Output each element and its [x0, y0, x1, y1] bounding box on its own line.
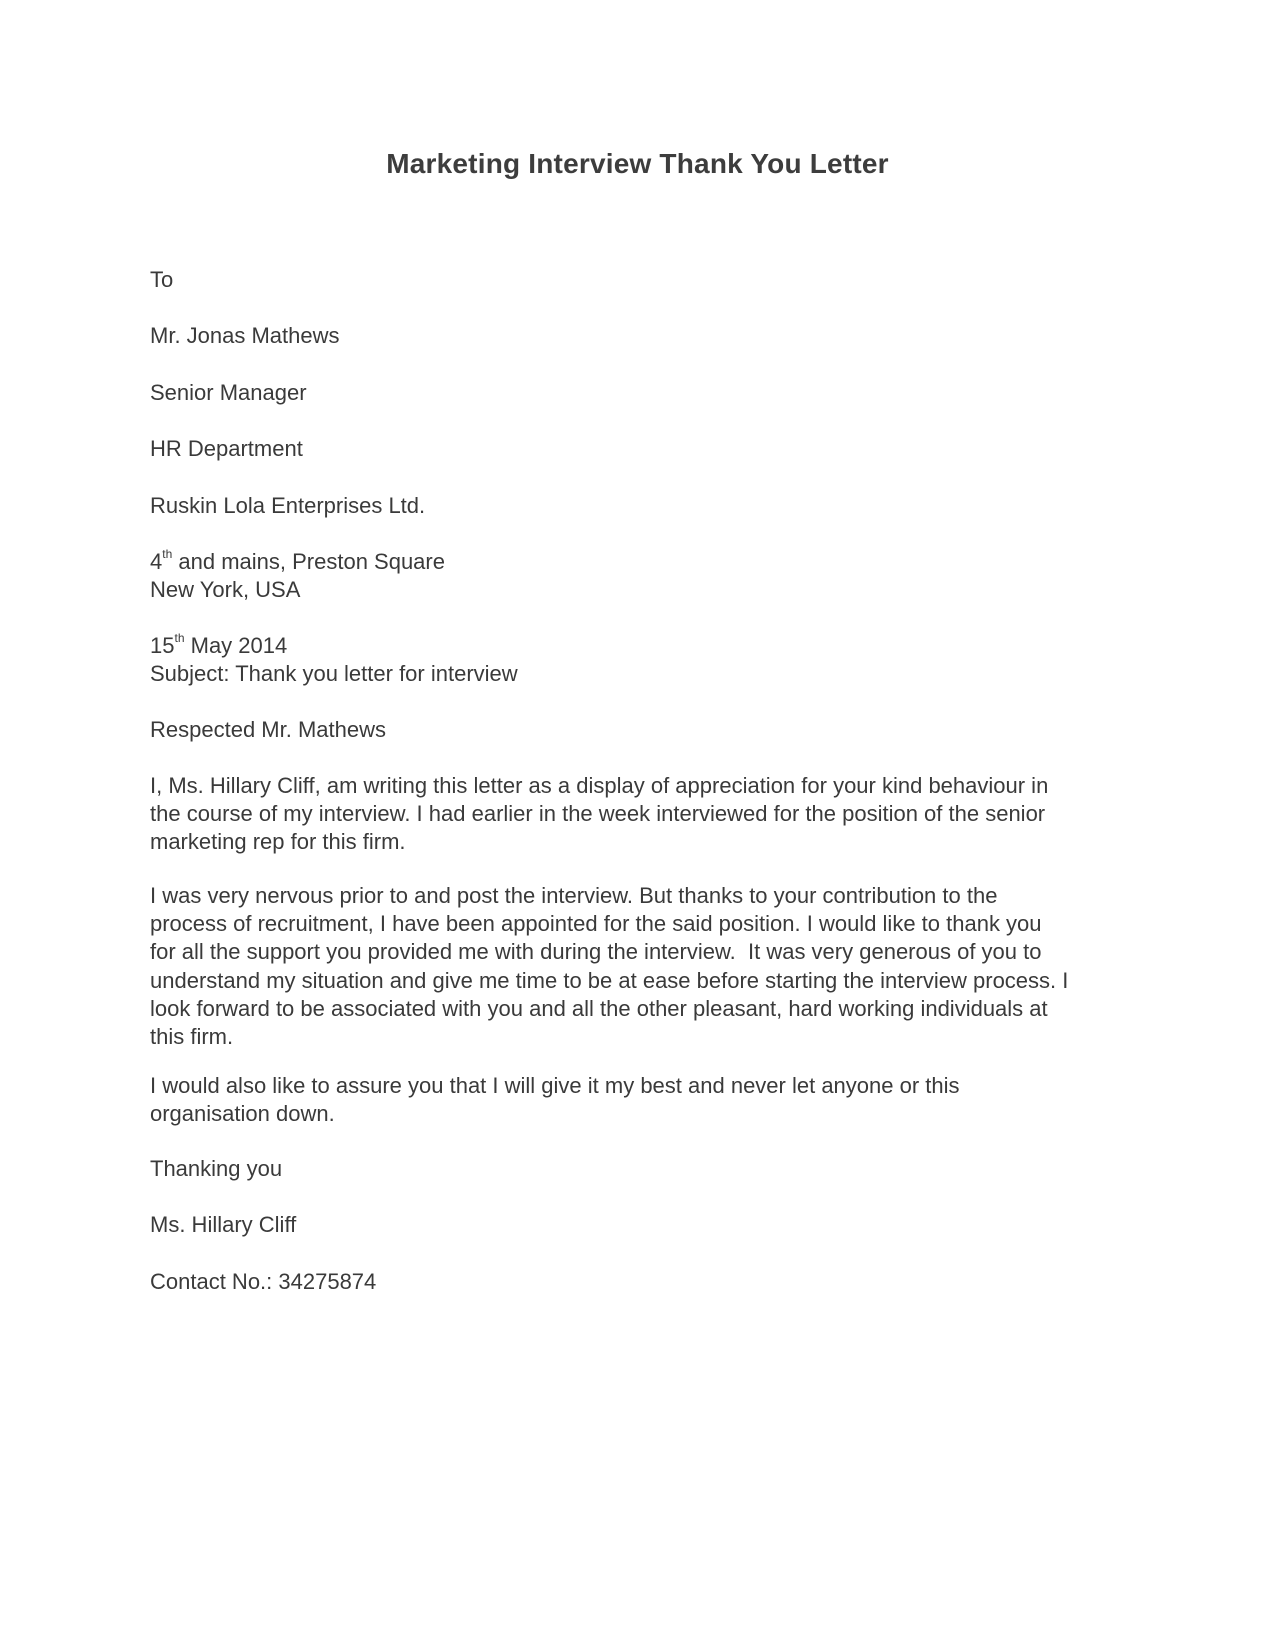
recipient-designation: Senior Manager	[150, 380, 307, 405]
paragraph-line: for all the support you provided me with during the interview. It was very generous of you to	[150, 939, 1042, 965]
recipient-city: New York, USA	[150, 577, 301, 602]
paragraph-line: understand my situation and give me time to be at ease before starting the interview process. I	[150, 967, 1069, 993]
body-paragraph-3	[150, 1072, 1130, 1128]
paragraph-line: marketing rep for this firm.	[150, 829, 406, 855]
letter-date	[150, 632, 287, 660]
address-rest: and mains, Preston Square	[172, 549, 445, 574]
signature-name: Ms. Hillary Cliff	[150, 1212, 297, 1237]
body-paragraph-1	[150, 772, 1130, 857]
date-rest: May 2014	[184, 633, 288, 658]
paragraph-line: I was very nervous prior to and post the interview. But thanks to your contribution to the	[150, 883, 998, 908]
date-day: 15	[150, 633, 175, 658]
recipient-name: Mr. Jonas Mathews	[150, 323, 340, 348]
paragraph-line: this firm.	[150, 1024, 234, 1050]
paragraph-line: I, Ms. Hillary Cliff, am writing this letter as a display of appreciation for your kind behaviour in	[150, 773, 1049, 798]
paragraph-line: the course of my interview. I had earlier in the week interviewed for the position of the senior	[150, 801, 1046, 827]
recipient-department: HR Department	[150, 436, 303, 461]
paragraph-line: organisation down.	[150, 1101, 335, 1127]
closing: Thanking you	[150, 1156, 283, 1181]
paragraph-line: I would also like to assure you that I will give it my best and never let anyone or this	[150, 1073, 960, 1098]
letter-title: Marketing Interview Thank You Letter	[386, 148, 889, 179]
date-superscript: th	[174, 630, 185, 645]
recipient-address	[150, 548, 445, 576]
salutation: Respected Mr. Mathews	[150, 717, 386, 742]
letter-subject: Subject: Thank you letter for interview	[150, 661, 518, 686]
recipient-to: To	[150, 267, 174, 292]
paragraph-line: look forward to be associated with you and all the other pleasant, hard working individuals at	[150, 995, 1048, 1021]
paragraph-line: process of recruitment, I have been appointed for the said position. I would like to thank you	[150, 911, 1042, 937]
recipient-company: Ruskin Lola Enterprises Ltd.	[150, 493, 426, 518]
address-number: 4	[150, 549, 163, 574]
contact-number: Contact No.: 34275874	[150, 1269, 377, 1294]
address-superscript: th	[162, 546, 173, 561]
body-paragraph-2	[150, 882, 1130, 1051]
